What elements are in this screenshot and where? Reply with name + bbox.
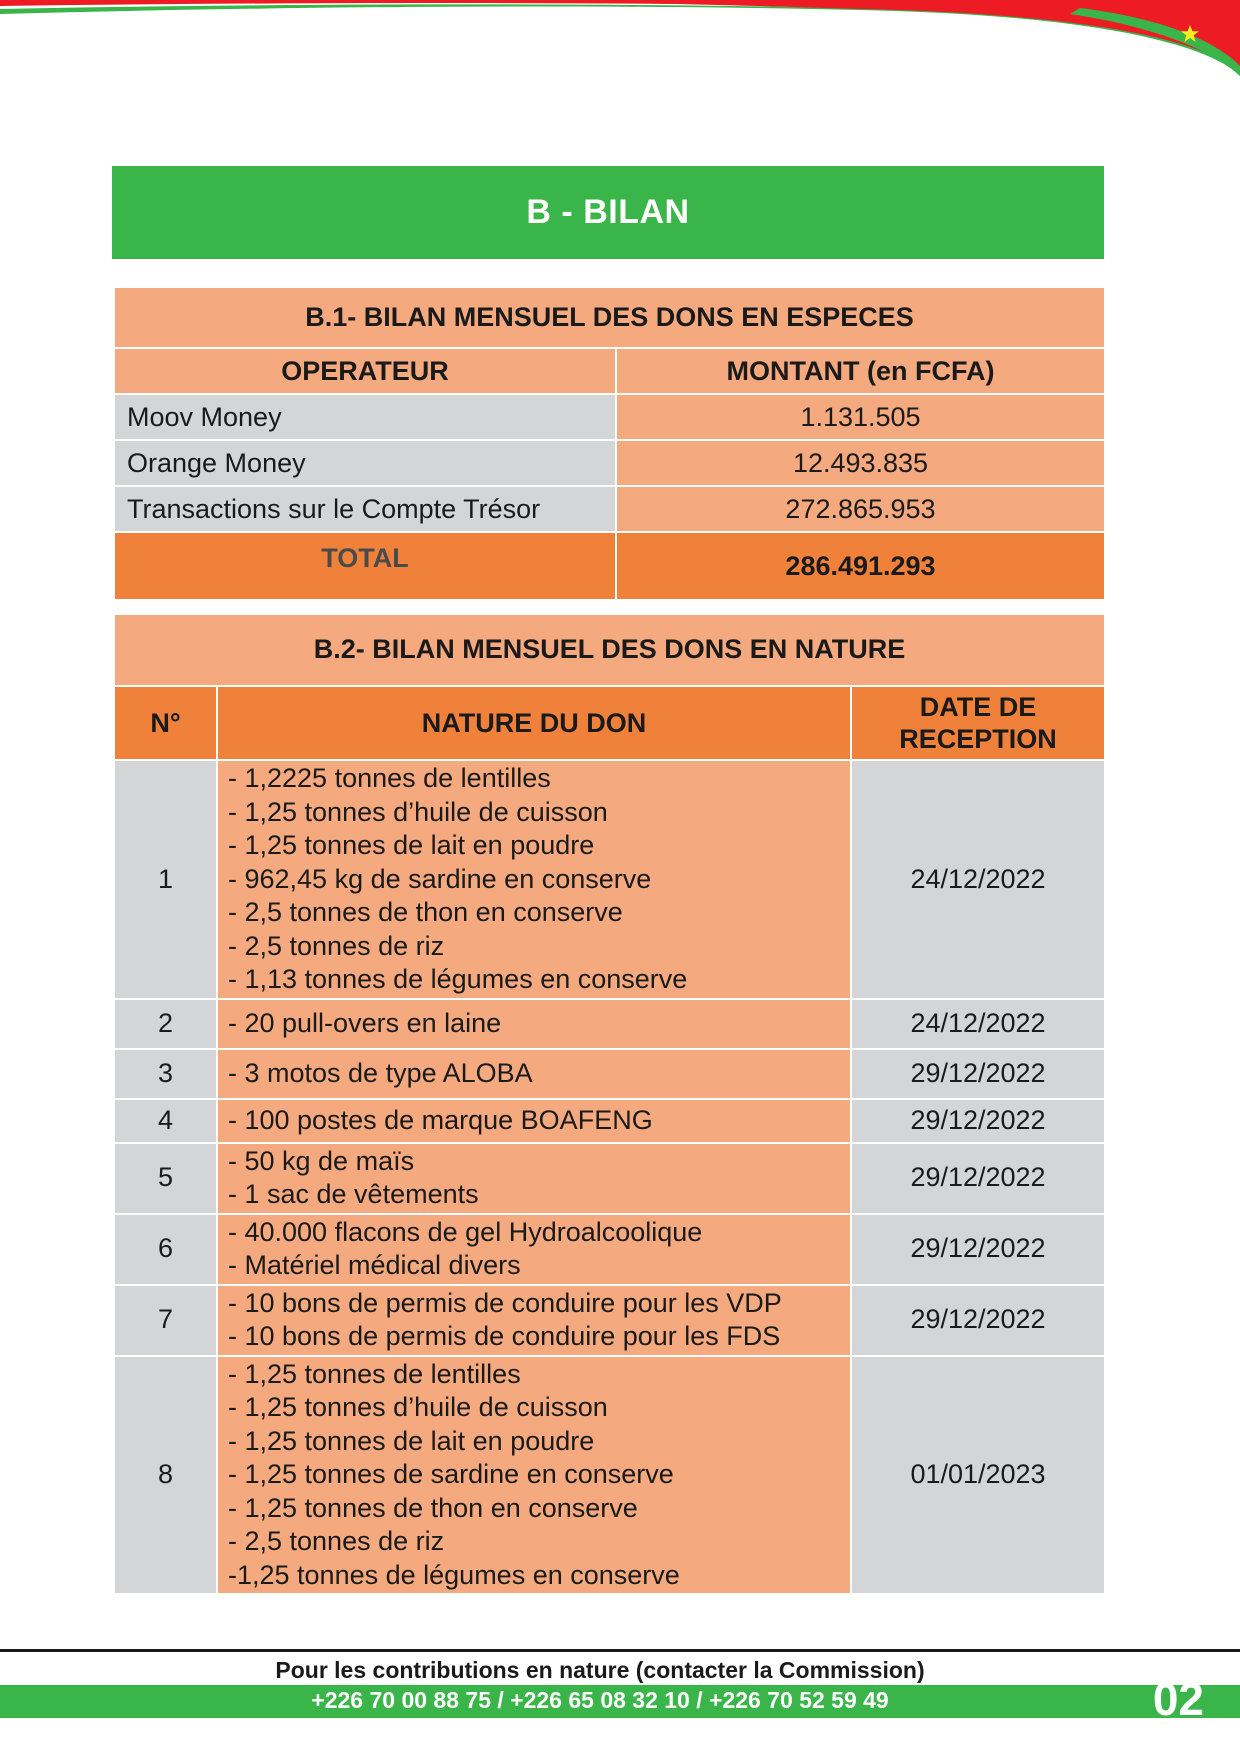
don-item: - 1 sac de vêtements xyxy=(228,1179,479,1209)
don-item: - 1,25 tonnes d’huile de cuisson xyxy=(228,1392,608,1422)
header-montant: MONTANT (en FCFA) xyxy=(616,348,1105,394)
don-item: - 1,25 tonnes de sardine en conserve xyxy=(228,1459,674,1489)
date-reception: 29/12/2022 xyxy=(851,1143,1105,1214)
don-item: - Matériel médical divers xyxy=(228,1250,521,1280)
don-item: - 2,5 tonnes de thon en conserve xyxy=(228,897,623,927)
row-number: 1 xyxy=(114,760,217,999)
don-item: - 50 kg de maïs xyxy=(228,1145,415,1176)
operateur-cell: Transactions sur le Compte Trésor xyxy=(114,486,616,532)
table-row xyxy=(114,1143,1105,1214)
table-row xyxy=(114,760,1105,999)
nature-du-don xyxy=(217,1356,851,1595)
header-nature-don: NATURE DU DON xyxy=(217,686,851,760)
don-item: - 1,13 tonnes de légumes en conserve xyxy=(228,964,688,994)
nature-du-don xyxy=(217,760,851,999)
don-item: - 1,25 tonnes de lentilles xyxy=(228,1358,521,1389)
row-number: 8 xyxy=(114,1356,217,1595)
row-number: 3 xyxy=(114,1049,217,1099)
row-number: 5 xyxy=(114,1143,217,1214)
section-title: B - BILAN xyxy=(112,166,1104,259)
table-row xyxy=(114,1049,1105,1099)
nature-table xyxy=(113,613,1106,1595)
footer-divider xyxy=(0,1649,1240,1652)
row-number: 2 xyxy=(114,999,217,1049)
header-numero: N° xyxy=(114,686,217,760)
nature-du-don xyxy=(217,1049,851,1099)
date-reception: 29/12/2022 xyxy=(851,1099,1105,1143)
montant-cell: 12.493.835 xyxy=(616,440,1105,486)
table-row xyxy=(114,1214,1105,1285)
don-item: - 1,25 tonnes de lait en poudre xyxy=(228,830,595,860)
table-row xyxy=(114,440,1105,486)
header-date-reception: DATE DE RECEPTION xyxy=(851,686,1105,760)
date-reception: 01/01/2023 xyxy=(851,1356,1105,1595)
montant-cell: 272.865.953 xyxy=(616,486,1105,532)
operateur-cell: Orange Money xyxy=(114,440,616,486)
total-row xyxy=(114,532,1105,600)
nature-du-don xyxy=(217,1214,851,1285)
row-number: 7 xyxy=(114,1285,217,1356)
date-reception: 24/12/2022 xyxy=(851,760,1105,999)
header-operateur: OPERATEUR xyxy=(114,348,616,394)
operateur-cell: Moov Money xyxy=(114,394,616,440)
don-item: - 1,25 tonnes de thon en conserve xyxy=(228,1492,638,1523)
don-item: - 962,45 kg de sardine en conserve xyxy=(228,863,652,894)
nature-du-don xyxy=(217,1143,851,1214)
row-number: 6 xyxy=(114,1214,217,1285)
table-row xyxy=(114,394,1105,440)
table-row xyxy=(114,1356,1105,1595)
don-item: - 1,2225 tonnes de lentilles xyxy=(228,763,551,793)
nature-du-don xyxy=(217,1285,851,1356)
don-item: - 10 bons de permis de conduire pour les VDP xyxy=(228,1287,782,1318)
montant-cell: 1.131.505 xyxy=(616,394,1105,440)
don-item: - 100 postes de marque BOAFENG xyxy=(228,1104,653,1135)
footer-phones: +226 70 00 88 75 / +226 65 08 32 10 / +226 70 52 59 49 xyxy=(311,1687,889,1713)
don-item: - 40.000 flacons de gel Hydroalcoolique xyxy=(228,1216,703,1247)
don-item: -1,25 tonnes de légumes en conserve xyxy=(228,1559,680,1590)
table-row xyxy=(114,999,1105,1049)
especes-table xyxy=(113,286,1106,601)
nature-du-don xyxy=(217,1099,851,1143)
don-item: - 1,25 tonnes de lait en poudre xyxy=(228,1425,595,1456)
total-label: TOTAL xyxy=(114,532,616,600)
don-item: - 3 motos de type ALOBA xyxy=(228,1057,533,1088)
don-item: - 10 bons de permis de conduire pour les FDS xyxy=(228,1321,781,1351)
don-item: - 2,5 tonnes de riz xyxy=(228,930,445,961)
don-item: - 2,5 tonnes de riz xyxy=(228,1526,445,1556)
total-value: 286.491.293 xyxy=(616,532,1105,600)
star-icon xyxy=(1180,24,1200,44)
date-reception: 29/12/2022 xyxy=(851,1214,1105,1285)
table-row xyxy=(114,486,1105,532)
footer-contact-text: Pour les contributions en nature (contacter la Commission) xyxy=(275,1657,925,1683)
especes-table-title: B.1- BILAN MENSUEL DES DONS EN ESPECES xyxy=(114,287,1105,348)
nature-table-title: B.2- BILAN MENSUEL DES DONS EN NATURE xyxy=(114,614,1105,686)
table-row xyxy=(114,1099,1105,1143)
date-reception: 24/12/2022 xyxy=(851,999,1105,1049)
nature-table-body xyxy=(114,760,1105,1594)
nature-du-don xyxy=(217,999,851,1049)
don-item: - 20 pull-overs en laine xyxy=(228,1007,502,1038)
don-item: - 1,25 tonnes d’huile de cuisson xyxy=(228,796,608,827)
flag-banner xyxy=(0,0,1240,90)
date-reception: 29/12/2022 xyxy=(851,1049,1105,1099)
row-number: 4 xyxy=(114,1099,217,1143)
page-number: 02 xyxy=(1152,1673,1204,1725)
table-row xyxy=(114,1285,1105,1356)
date-reception: 29/12/2022 xyxy=(851,1285,1105,1356)
